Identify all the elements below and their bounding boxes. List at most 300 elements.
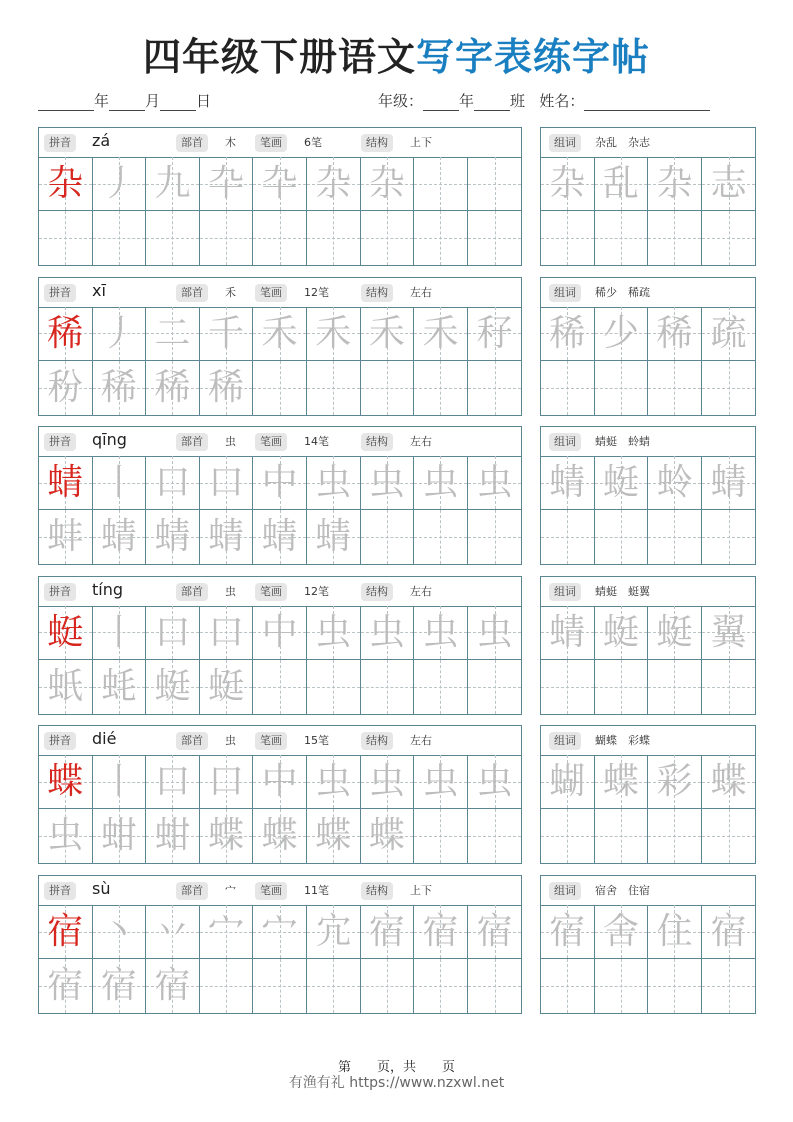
character-block [38, 875, 522, 1014]
stroke-step: 虫 [368, 761, 405, 803]
structure-value: 左右 [410, 734, 432, 748]
word-cell[interactable] [702, 755, 756, 809]
stroke-step: 蚌 [47, 516, 84, 558]
practice-cell[interactable] [414, 510, 468, 564]
practice-cell[interactable] [39, 456, 93, 510]
stroke-step: 秄 [476, 312, 513, 354]
practice-cell[interactable] [307, 755, 361, 809]
strokes-value: 15笔 [304, 734, 329, 748]
pinyin-value: xī [92, 280, 106, 300]
word-cell[interactable] [541, 809, 595, 863]
practice-cell[interactable] [307, 157, 361, 211]
structure-badge: 结构 [361, 882, 393, 900]
structure-badge: 结构 [361, 284, 393, 302]
practice-cell[interactable] [39, 211, 93, 265]
word-cell[interactable] [648, 361, 702, 415]
stroke-step: 蜓 [154, 665, 191, 707]
grade-blank[interactable] [423, 94, 459, 111]
practice-cell[interactable] [307, 211, 361, 265]
practice-cell[interactable] [146, 510, 200, 564]
practice-cell[interactable] [307, 959, 361, 1013]
word-cell[interactable] [595, 157, 649, 211]
structure-badge: 结构 [361, 134, 393, 152]
practice-cell[interactable] [414, 456, 468, 510]
character-block [38, 576, 522, 715]
stroke-step: 宿 [154, 965, 191, 1006]
word-character: 蝶 [602, 761, 639, 803]
word-cell[interactable] [541, 157, 595, 211]
word-cell[interactable] [648, 755, 702, 809]
practice-cell[interactable] [253, 755, 307, 809]
practice-cell[interactable] [200, 660, 254, 714]
class-label: 班 [510, 92, 526, 110]
practice-cell[interactable] [414, 660, 468, 714]
word-cell[interactable] [702, 606, 756, 660]
name-blank[interactable] [584, 94, 710, 111]
word-cell[interactable] [648, 905, 702, 959]
stroke-step: 口 [154, 611, 191, 653]
stroke-step: 虫 [315, 761, 352, 803]
practice-cell[interactable] [414, 959, 468, 1013]
practice-cell[interactable] [39, 157, 93, 211]
year-label: 年 [94, 92, 110, 110]
strokes-badge: 笔画 [255, 583, 287, 601]
month-blank[interactable] [109, 94, 145, 111]
words-badge: 组词 [549, 732, 581, 750]
word-header [541, 726, 755, 756]
name-label: 姓名： [539, 92, 585, 110]
word-cell[interactable] [595, 905, 649, 959]
word-character: 彩 [656, 761, 693, 803]
practice-cell[interactable] [39, 959, 93, 1013]
word-cell[interactable] [595, 456, 649, 510]
practice-cell[interactable] [253, 660, 307, 714]
day-blank[interactable] [160, 94, 196, 111]
practice-cell[interactable] [253, 959, 307, 1013]
practice-cell[interactable] [200, 456, 254, 510]
pinyin-badge: 拼音 [44, 732, 76, 750]
words-value: 杂乱 杂志 [595, 136, 650, 149]
word-cell[interactable] [595, 660, 649, 714]
practice-cell[interactable] [146, 211, 200, 265]
word-header [541, 128, 755, 158]
practice-cell[interactable] [253, 809, 307, 863]
practice-cell[interactable] [146, 361, 200, 415]
structure-value: 上下 [410, 136, 432, 149]
practice-cell[interactable] [200, 510, 254, 564]
practice-cell[interactable] [361, 211, 415, 265]
stroke-step: 蜻 [208, 516, 245, 558]
stroke-step: 稀 [208, 366, 245, 408]
stroke-step: 丨 [100, 761, 137, 803]
practice-cell[interactable] [146, 307, 200, 361]
practice-cell[interactable] [361, 456, 415, 510]
practice-cell[interactable] [307, 510, 361, 564]
practice-cell[interactable] [468, 660, 522, 714]
word-character: 少 [602, 312, 639, 354]
word-cell[interactable] [595, 755, 649, 809]
word-header [541, 577, 755, 607]
pinyin-badge: 拼音 [44, 433, 76, 451]
stroke-step: 口 [208, 611, 245, 653]
day-label: 日 [196, 92, 212, 110]
word-cell[interactable] [648, 959, 702, 1013]
practice-cell[interactable] [468, 959, 522, 1013]
strokes-value: 12笔 [304, 584, 329, 598]
practice-cell[interactable] [361, 361, 415, 415]
words-value: 宿舍 住宿 [595, 884, 650, 897]
radical-badge: 部首 [176, 433, 208, 451]
word-cell[interactable] [541, 456, 595, 510]
word-cell[interactable] [541, 755, 595, 809]
word-cell[interactable] [595, 361, 649, 415]
practice-cell[interactable] [253, 211, 307, 265]
stroke-step: 蜻 [154, 516, 191, 558]
stroke-step: 蜻 [261, 516, 298, 558]
practice-cell[interactable] [468, 157, 522, 211]
practice-cell[interactable] [361, 905, 415, 959]
stroke-step: 蝶 [368, 815, 405, 857]
practice-cell[interactable] [200, 307, 254, 361]
word-header [541, 876, 755, 906]
stroke-step: 宿 [100, 965, 137, 1006]
pinyin-value: qīng [92, 430, 127, 450]
practice-cell[interactable] [146, 959, 200, 1013]
practice-cell[interactable] [200, 606, 254, 660]
word-cell[interactable] [648, 456, 702, 510]
word-block [540, 277, 756, 416]
practice-cell[interactable] [39, 361, 93, 415]
strokes-value: 12笔 [304, 285, 329, 299]
practice-cell[interactable] [414, 307, 468, 361]
stroke-step: 虫 [476, 611, 513, 653]
model-character: 蜻 [47, 462, 84, 504]
practice-cell[interactable] [307, 809, 361, 863]
practice-cell[interactable] [39, 307, 93, 361]
practice-cell[interactable] [93, 606, 147, 660]
class-blank[interactable] [474, 94, 510, 111]
practice-cell[interactable] [414, 755, 468, 809]
stroke-step: 虫 [47, 815, 84, 857]
word-character: 翼 [710, 611, 747, 653]
word-cell[interactable] [595, 959, 649, 1013]
date-line [38, 90, 211, 111]
practice-cell[interactable] [93, 361, 147, 415]
practice-cell[interactable] [468, 211, 522, 265]
stroke-step: 虫 [476, 462, 513, 504]
word-cell[interactable] [648, 809, 702, 863]
practice-cell[interactable] [93, 660, 147, 714]
practice-cell[interactable] [39, 660, 93, 714]
radical-value: 木 [225, 136, 236, 149]
practice-cell[interactable] [39, 809, 93, 863]
practice-cell[interactable] [146, 660, 200, 714]
word-cell[interactable] [648, 211, 702, 265]
practice-cell[interactable] [200, 755, 254, 809]
stroke-step: 口 [208, 761, 245, 803]
practice-cell[interactable] [200, 157, 254, 211]
grade-label: 年级： [378, 92, 424, 110]
word-cell[interactable] [648, 660, 702, 714]
word-character: 蜻 [710, 462, 747, 504]
stroke-step: 九 [154, 163, 191, 204]
word-cell[interactable] [541, 510, 595, 564]
stroke-step: 蝶 [208, 815, 245, 857]
practice-cell[interactable] [93, 211, 147, 265]
practice-cell[interactable] [93, 755, 147, 809]
stroke-step: 卆 [208, 163, 245, 204]
stroke-step: 蝶 [315, 815, 352, 857]
stroke-step: 口 [154, 462, 191, 504]
practice-cell[interactable] [200, 905, 254, 959]
model-character: 蝶 [47, 761, 84, 803]
word-block [540, 127, 756, 266]
stroke-step: 宀 [208, 911, 245, 952]
practice-cell[interactable] [468, 361, 522, 415]
practice-cell[interactable] [361, 510, 415, 564]
stroke-step: 丷 [154, 911, 191, 952]
stroke-step: 虫 [422, 611, 459, 653]
practice-cell[interactable] [361, 660, 415, 714]
word-character: 宿 [710, 911, 747, 952]
word-character: 宿 [549, 911, 586, 952]
practice-cell[interactable] [146, 606, 200, 660]
practice-cell[interactable] [468, 307, 522, 361]
word-cell[interactable] [541, 361, 595, 415]
pinyin-badge: 拼音 [44, 284, 76, 302]
word-cell[interactable] [541, 959, 595, 1013]
practice-cell[interactable] [93, 456, 147, 510]
practice-cell[interactable] [307, 361, 361, 415]
block-header [39, 577, 521, 607]
practice-cell[interactable] [253, 307, 307, 361]
practice-cell[interactable] [253, 606, 307, 660]
practice-cell[interactable] [39, 510, 93, 564]
practice-cell[interactable] [468, 755, 522, 809]
radical-badge: 部首 [176, 882, 208, 900]
word-cell[interactable] [648, 157, 702, 211]
structure-value: 左右 [410, 435, 432, 449]
pinyin-value: sù [92, 879, 111, 898]
practice-cell[interactable] [307, 905, 361, 959]
practice-cell[interactable] [468, 456, 522, 510]
practice-cell[interactable] [200, 809, 254, 863]
practice-cell[interactable] [468, 905, 522, 959]
structure-value: 上下 [410, 884, 432, 897]
stroke-step: 宿 [476, 911, 513, 952]
word-cell[interactable] [648, 510, 702, 564]
practice-cell[interactable] [253, 456, 307, 510]
word-cell[interactable] [648, 307, 702, 361]
stroke-step: 宀 [261, 911, 298, 952]
practice-cell[interactable] [200, 211, 254, 265]
stroke-step: 虫 [368, 611, 405, 653]
word-cell[interactable] [702, 905, 756, 959]
word-character: 疏 [710, 312, 747, 354]
radical-badge: 部首 [176, 134, 208, 152]
stroke-step: 千 [208, 312, 245, 354]
word-cell[interactable] [702, 211, 756, 265]
stroke-step: 稀 [154, 366, 191, 408]
word-character: 蜓 [602, 462, 639, 504]
practice-cell[interactable] [414, 157, 468, 211]
practice-cell[interactable] [146, 809, 200, 863]
stroke-step: 杂 [315, 163, 352, 204]
stroke-step: 秎 [47, 366, 84, 408]
stroke-step: 禾 [368, 312, 405, 354]
practice-cell[interactable] [93, 809, 147, 863]
block-header [39, 128, 521, 158]
practice-cell[interactable] [253, 157, 307, 211]
practice-cell[interactable] [361, 809, 415, 863]
word-character: 志 [710, 163, 747, 204]
word-character: 蜻 [549, 462, 586, 504]
practice-cell[interactable] [361, 157, 415, 211]
strokes-value: 11笔 [304, 884, 329, 897]
block-header [39, 427, 521, 457]
radical-badge: 部首 [176, 583, 208, 601]
practice-cell[interactable] [361, 755, 415, 809]
practice-cell[interactable] [307, 456, 361, 510]
grade-year-label: 年 [459, 92, 475, 110]
practice-cell[interactable] [200, 361, 254, 415]
practice-cell[interactable] [93, 510, 147, 564]
block-header [39, 876, 521, 906]
strokes-value: 14笔 [304, 435, 329, 449]
practice-cell[interactable] [253, 905, 307, 959]
word-cell[interactable] [541, 606, 595, 660]
stroke-step: 中 [261, 611, 298, 653]
word-character: 乱 [602, 163, 639, 204]
structure-badge: 结构 [361, 433, 393, 451]
stroke-step: 宿 [368, 911, 405, 952]
word-character: 杂 [549, 163, 586, 204]
practice-cell[interactable] [253, 361, 307, 415]
page-title [0, 26, 793, 81]
stroke-step: 虫 [315, 462, 352, 504]
word-cell[interactable] [648, 606, 702, 660]
practice-cell[interactable] [200, 959, 254, 1013]
word-cell[interactable] [595, 606, 649, 660]
radical-value: 虫 [225, 734, 236, 748]
practice-cell[interactable] [93, 157, 147, 211]
word-cell[interactable] [541, 905, 595, 959]
word-cell[interactable] [702, 510, 756, 564]
practice-cell[interactable] [39, 905, 93, 959]
practice-cell[interactable] [146, 456, 200, 510]
practice-cell[interactable] [39, 606, 93, 660]
word-cell[interactable] [595, 809, 649, 863]
practice-cell[interactable] [468, 606, 522, 660]
year-blank[interactable] [38, 94, 94, 111]
words-badge: 组词 [549, 284, 581, 302]
word-cell[interactable] [702, 307, 756, 361]
radical-value: 禾 [225, 285, 236, 299]
practice-cell[interactable] [414, 211, 468, 265]
radical-badge: 部首 [176, 732, 208, 750]
word-header [541, 427, 755, 457]
stroke-step: 蝶 [261, 815, 298, 857]
word-cell[interactable] [541, 660, 595, 714]
practice-cell[interactable] [361, 959, 415, 1013]
practice-cell[interactable] [39, 755, 93, 809]
radical-badge: 部首 [176, 284, 208, 302]
word-cell[interactable] [595, 307, 649, 361]
words-value: 蜻蜓 蜓翼 [595, 584, 650, 598]
word-character: 蛉 [656, 462, 693, 504]
stroke-step: 丨 [100, 462, 137, 504]
practice-cell[interactable] [146, 157, 200, 211]
word-cell[interactable] [702, 361, 756, 415]
practice-cell[interactable] [468, 510, 522, 564]
word-cell[interactable] [541, 307, 595, 361]
practice-cell[interactable] [307, 606, 361, 660]
words-value: 稀少 稀疏 [595, 285, 650, 299]
practice-cell[interactable] [361, 606, 415, 660]
stroke-step: 口 [154, 761, 191, 803]
word-cell[interactable] [702, 660, 756, 714]
practice-cell[interactable] [414, 361, 468, 415]
practice-cell[interactable] [93, 959, 147, 1013]
model-character: 稀 [47, 312, 84, 354]
word-block [540, 725, 756, 864]
word-block [540, 426, 756, 565]
words-value: 蜻蜓 蛉蜻 [595, 435, 650, 449]
block-header [39, 726, 521, 756]
stroke-step: 蜻 [100, 516, 137, 558]
practice-cell[interactable] [414, 809, 468, 863]
source-text: 有渔有礼 https://www.nzxwl.net [288, 1075, 505, 1091]
stroke-step: 二 [154, 312, 191, 354]
stroke-step: 蚔 [47, 665, 84, 707]
word-cell[interactable] [702, 809, 756, 863]
stroke-step: 蚶 [154, 815, 191, 857]
pinyin-value: zá [92, 131, 111, 150]
word-cell[interactable] [595, 211, 649, 265]
stroke-step: 宿 [47, 965, 84, 1006]
practice-cell[interactable] [146, 905, 200, 959]
practice-cell[interactable] [468, 809, 522, 863]
word-cell[interactable] [541, 211, 595, 265]
practice-cell[interactable] [307, 660, 361, 714]
radical-value: 虫 [225, 584, 236, 598]
word-cell[interactable] [702, 157, 756, 211]
word-character: 蜓 [602, 611, 639, 653]
practice-cell[interactable] [253, 510, 307, 564]
pinyin-badge: 拼音 [44, 882, 76, 900]
practice-cell[interactable] [361, 307, 415, 361]
stroke-step: 蚶 [100, 815, 137, 857]
word-cell[interactable] [702, 456, 756, 510]
word-character: 舍 [602, 911, 639, 952]
word-cell[interactable] [595, 510, 649, 564]
practice-cell[interactable] [146, 755, 200, 809]
structure-badge: 结构 [361, 583, 393, 601]
practice-cell[interactable] [414, 905, 468, 959]
word-character: 蜓 [656, 611, 693, 653]
practice-cell[interactable] [414, 606, 468, 660]
stroke-step: 禾 [261, 312, 298, 354]
word-cell[interactable] [702, 959, 756, 1013]
practice-cell[interactable] [93, 905, 147, 959]
practice-cell[interactable] [93, 307, 147, 361]
practice-cell[interactable] [307, 307, 361, 361]
pinyin-value: dié [92, 729, 117, 749]
page-number: 第 页，共 页 [337, 1060, 455, 1075]
words-badge: 组词 [549, 433, 581, 451]
word-character: 蝶 [710, 761, 747, 803]
word-character: 蝴 [549, 761, 586, 803]
